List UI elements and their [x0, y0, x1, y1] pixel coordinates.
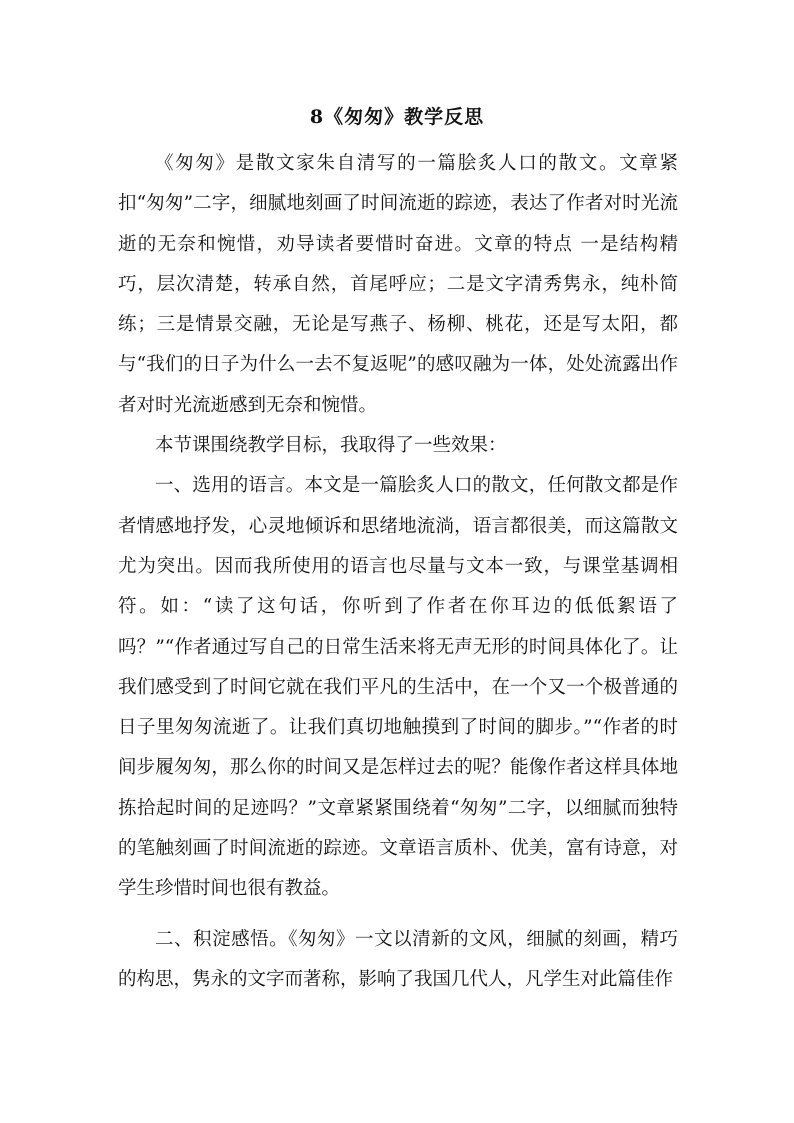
paragraph-intro: 《匆匆》是散文家朱自清写的一篇脍炙人口的散文。文章紧扣“匆匆”二字，细腻地刻画了时间流逝的踪迹，表达了作者对时光流逝的无奈和惋惜，劝导读者要惜时奋进。文章的特点 一是结构精巧，层次清楚，转承自然，首尾呼应；二是文字清秀隽永，纯朴简练；三是情景交融，无论是写燕子、杨柳、桃花，还是写太阳，都与“我们的日子为什么一去不复返呢”的感叹融为一体，处处流露出作者对时光流逝感到无奈和惋惜。 [118, 153, 678, 416]
paragraph-language: 一、选用的语言。本文是一篇脍炙人口的散文，任何散文都是作者情感地抒发，心灵地倾诉和思绪地流淌，语言都很美，而这篇散文尤为突出。因而我所使用的语言也尽量与文本一致，与课堂基调相符。如：“读了这句话，你听到了作者在你耳边的低低絮语了吗？”“作者通过写自己的日常生活来将无声无形的时间具体化了。让我们感受到了时间它就在我们平凡的生活中，在一个又一个极普通的日子里匆匆流逝了。让我们真切地触摸到了时间的脚步。”“作者的时间步履匆匆，那么你的时间又是怎样过去的呢？能像作者这样具体地拣拾起时间的足迹吗？”文章紧紧围绕着“匆匆”二字，以细腻而独特的笔触刻画了时间流逝的踪迹。文章语言质朴、优美，富有诗意，对学生珍惜时间也很有教益。 [118, 475, 678, 900]
document-body [118, 144, 678, 1000]
paragraph-accumulation: 二、积淀感悟。《匆匆》一文以清新的文风，细腻的刻画，精巧的构思，隽永的文字而著称，影响了我国几代人，凡学生对此篇佳作 [118, 928, 678, 990]
document-title: 8《匆匆》教学反思 [309, 106, 485, 128]
paragraph-effects-lead: 本节课围绕教学目标，我取得了一些效果： [155, 435, 507, 457]
